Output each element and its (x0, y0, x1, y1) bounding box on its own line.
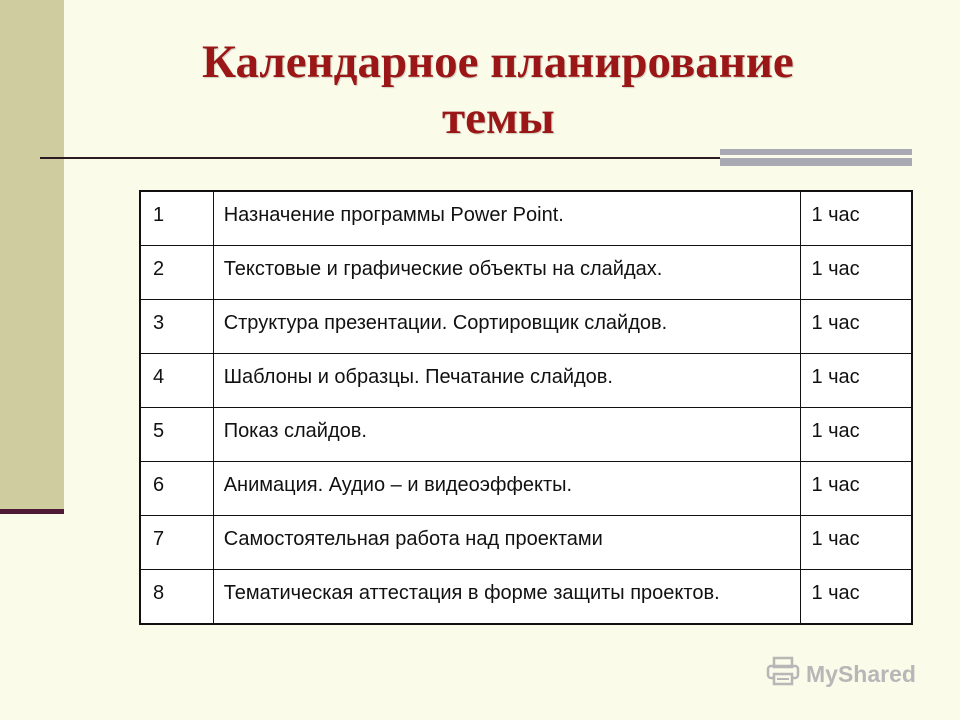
table-row (140, 300, 912, 354)
row-hours: 1 час (801, 354, 912, 408)
row-hours: 1 час (801, 570, 912, 625)
table-row (140, 516, 912, 570)
row-number: 8 (140, 570, 213, 625)
row-number: 5 (140, 408, 213, 462)
row-number: 3 (140, 300, 213, 354)
row-topic: Тематическая аттестация в форме защиты проектов. (213, 570, 801, 625)
watermark-text: MyShared (806, 660, 916, 687)
side-decor-underline (0, 509, 64, 514)
row-topic: Текстовые и графические объекты на слайдах. (213, 246, 801, 300)
slide-title-line1: Календарное планирование (202, 36, 794, 88)
title-divider-accent (720, 149, 912, 166)
table-row (140, 570, 912, 625)
row-hours: 1 час (801, 300, 912, 354)
myshared-watermark (766, 656, 916, 692)
slide-title (140, 34, 910, 146)
row-hours: 1 час (801, 246, 912, 300)
row-number: 7 (140, 516, 213, 570)
row-number: 2 (140, 246, 213, 300)
printer-logo-icon (766, 656, 806, 692)
table-row (140, 462, 912, 516)
row-number: 6 (140, 462, 213, 516)
row-number: 4 (140, 354, 213, 408)
row-hours: 1 час (801, 191, 912, 246)
side-decor-strip (0, 0, 64, 512)
table-row (140, 246, 912, 300)
table-row (140, 191, 912, 246)
row-topic: Структура презентации. Сортировщик слайдов. (213, 300, 801, 354)
row-topic: Самостоятельная работа над проектами (213, 516, 801, 570)
row-hours: 1 час (801, 516, 912, 570)
schedule-table (139, 190, 913, 625)
title-divider-line (40, 157, 740, 159)
row-number: 1 (140, 191, 213, 246)
row-topic: Показ слайдов. (213, 408, 801, 462)
table-row (140, 408, 912, 462)
row-topic: Шаблоны и образцы. Печатание слайдов. (213, 354, 801, 408)
table-row (140, 354, 912, 408)
row-topic: Анимация. Аудио – и видеоэффекты. (213, 462, 801, 516)
row-hours: 1 час (801, 408, 912, 462)
row-hours: 1 час (801, 462, 912, 516)
slide-title-line2: темы (442, 92, 555, 144)
row-topic: Назначение программы Power Point. (213, 191, 801, 246)
